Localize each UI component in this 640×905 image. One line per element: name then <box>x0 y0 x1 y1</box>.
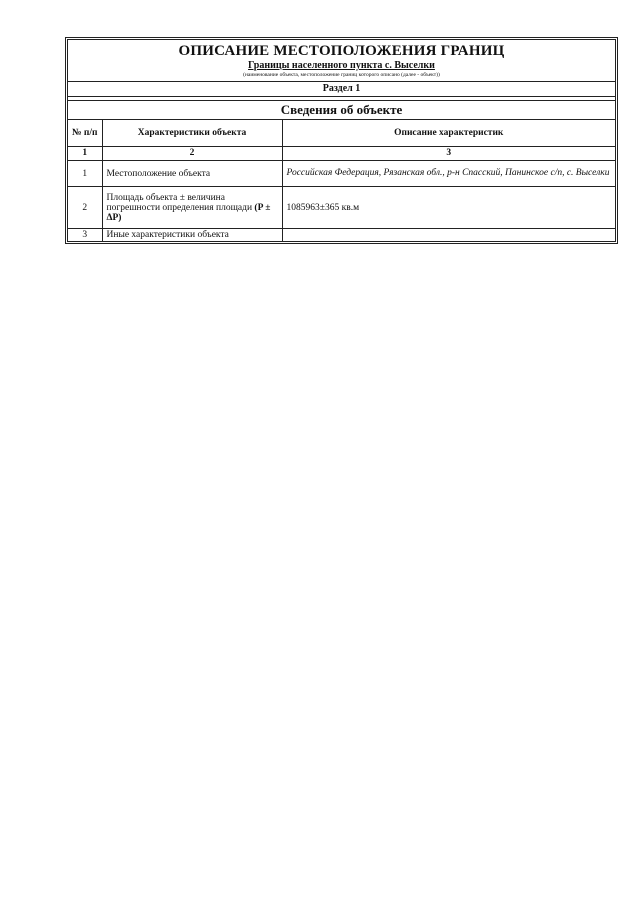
document-sheet <box>65 37 618 244</box>
row-description <box>282 229 615 242</box>
table-row <box>68 187 615 229</box>
area-label: Площадь объекта ± величина погрешности определения площади <box>106 192 253 213</box>
area-formula: (P ± ΔP) <box>106 202 271 223</box>
table-row <box>68 161 615 187</box>
document-subtitle: Границы населенного пункта с. Выселки <box>248 60 435 71</box>
section-label: Раздел 1 <box>68 82 615 97</box>
index-cell: 2 <box>102 147 282 161</box>
row-characteristic: Местоположение объекта <box>102 161 282 187</box>
index-cell: 1 <box>68 147 102 161</box>
table-header-row <box>68 120 615 147</box>
header-description: Описание характеристик <box>282 120 615 147</box>
table-row <box>68 229 615 242</box>
object-info-table <box>68 120 615 241</box>
table-index-row <box>68 147 615 161</box>
row-characteristic: Иные характеристики объекта <box>102 229 282 242</box>
location-text: Российская Федерация, Рязанская обл., р-н Спасский, Панинское с/п, с. Выселки <box>286 168 610 178</box>
index-cell: 3 <box>282 147 615 161</box>
document-note: (наименование объекта, местоположение границ которого описано (далее - объект)) <box>243 72 440 78</box>
section-title: Сведения об объекте <box>68 101 615 120</box>
row-num: 3 <box>68 229 102 242</box>
document-frame <box>67 39 616 242</box>
header-num: № п/п <box>68 120 102 147</box>
document-header <box>68 40 615 82</box>
row-description <box>282 161 615 187</box>
row-num: 1 <box>68 161 102 187</box>
row-num: 2 <box>68 187 102 229</box>
header-characteristic: Характеристики объекта <box>102 120 282 147</box>
document-title: ОПИСАНИЕ МЕСТОПОЛОЖЕНИЯ ГРАНИЦ <box>178 43 505 59</box>
row-description: 1085963±365 кв.м <box>282 187 615 229</box>
row-characteristic <box>102 187 282 229</box>
